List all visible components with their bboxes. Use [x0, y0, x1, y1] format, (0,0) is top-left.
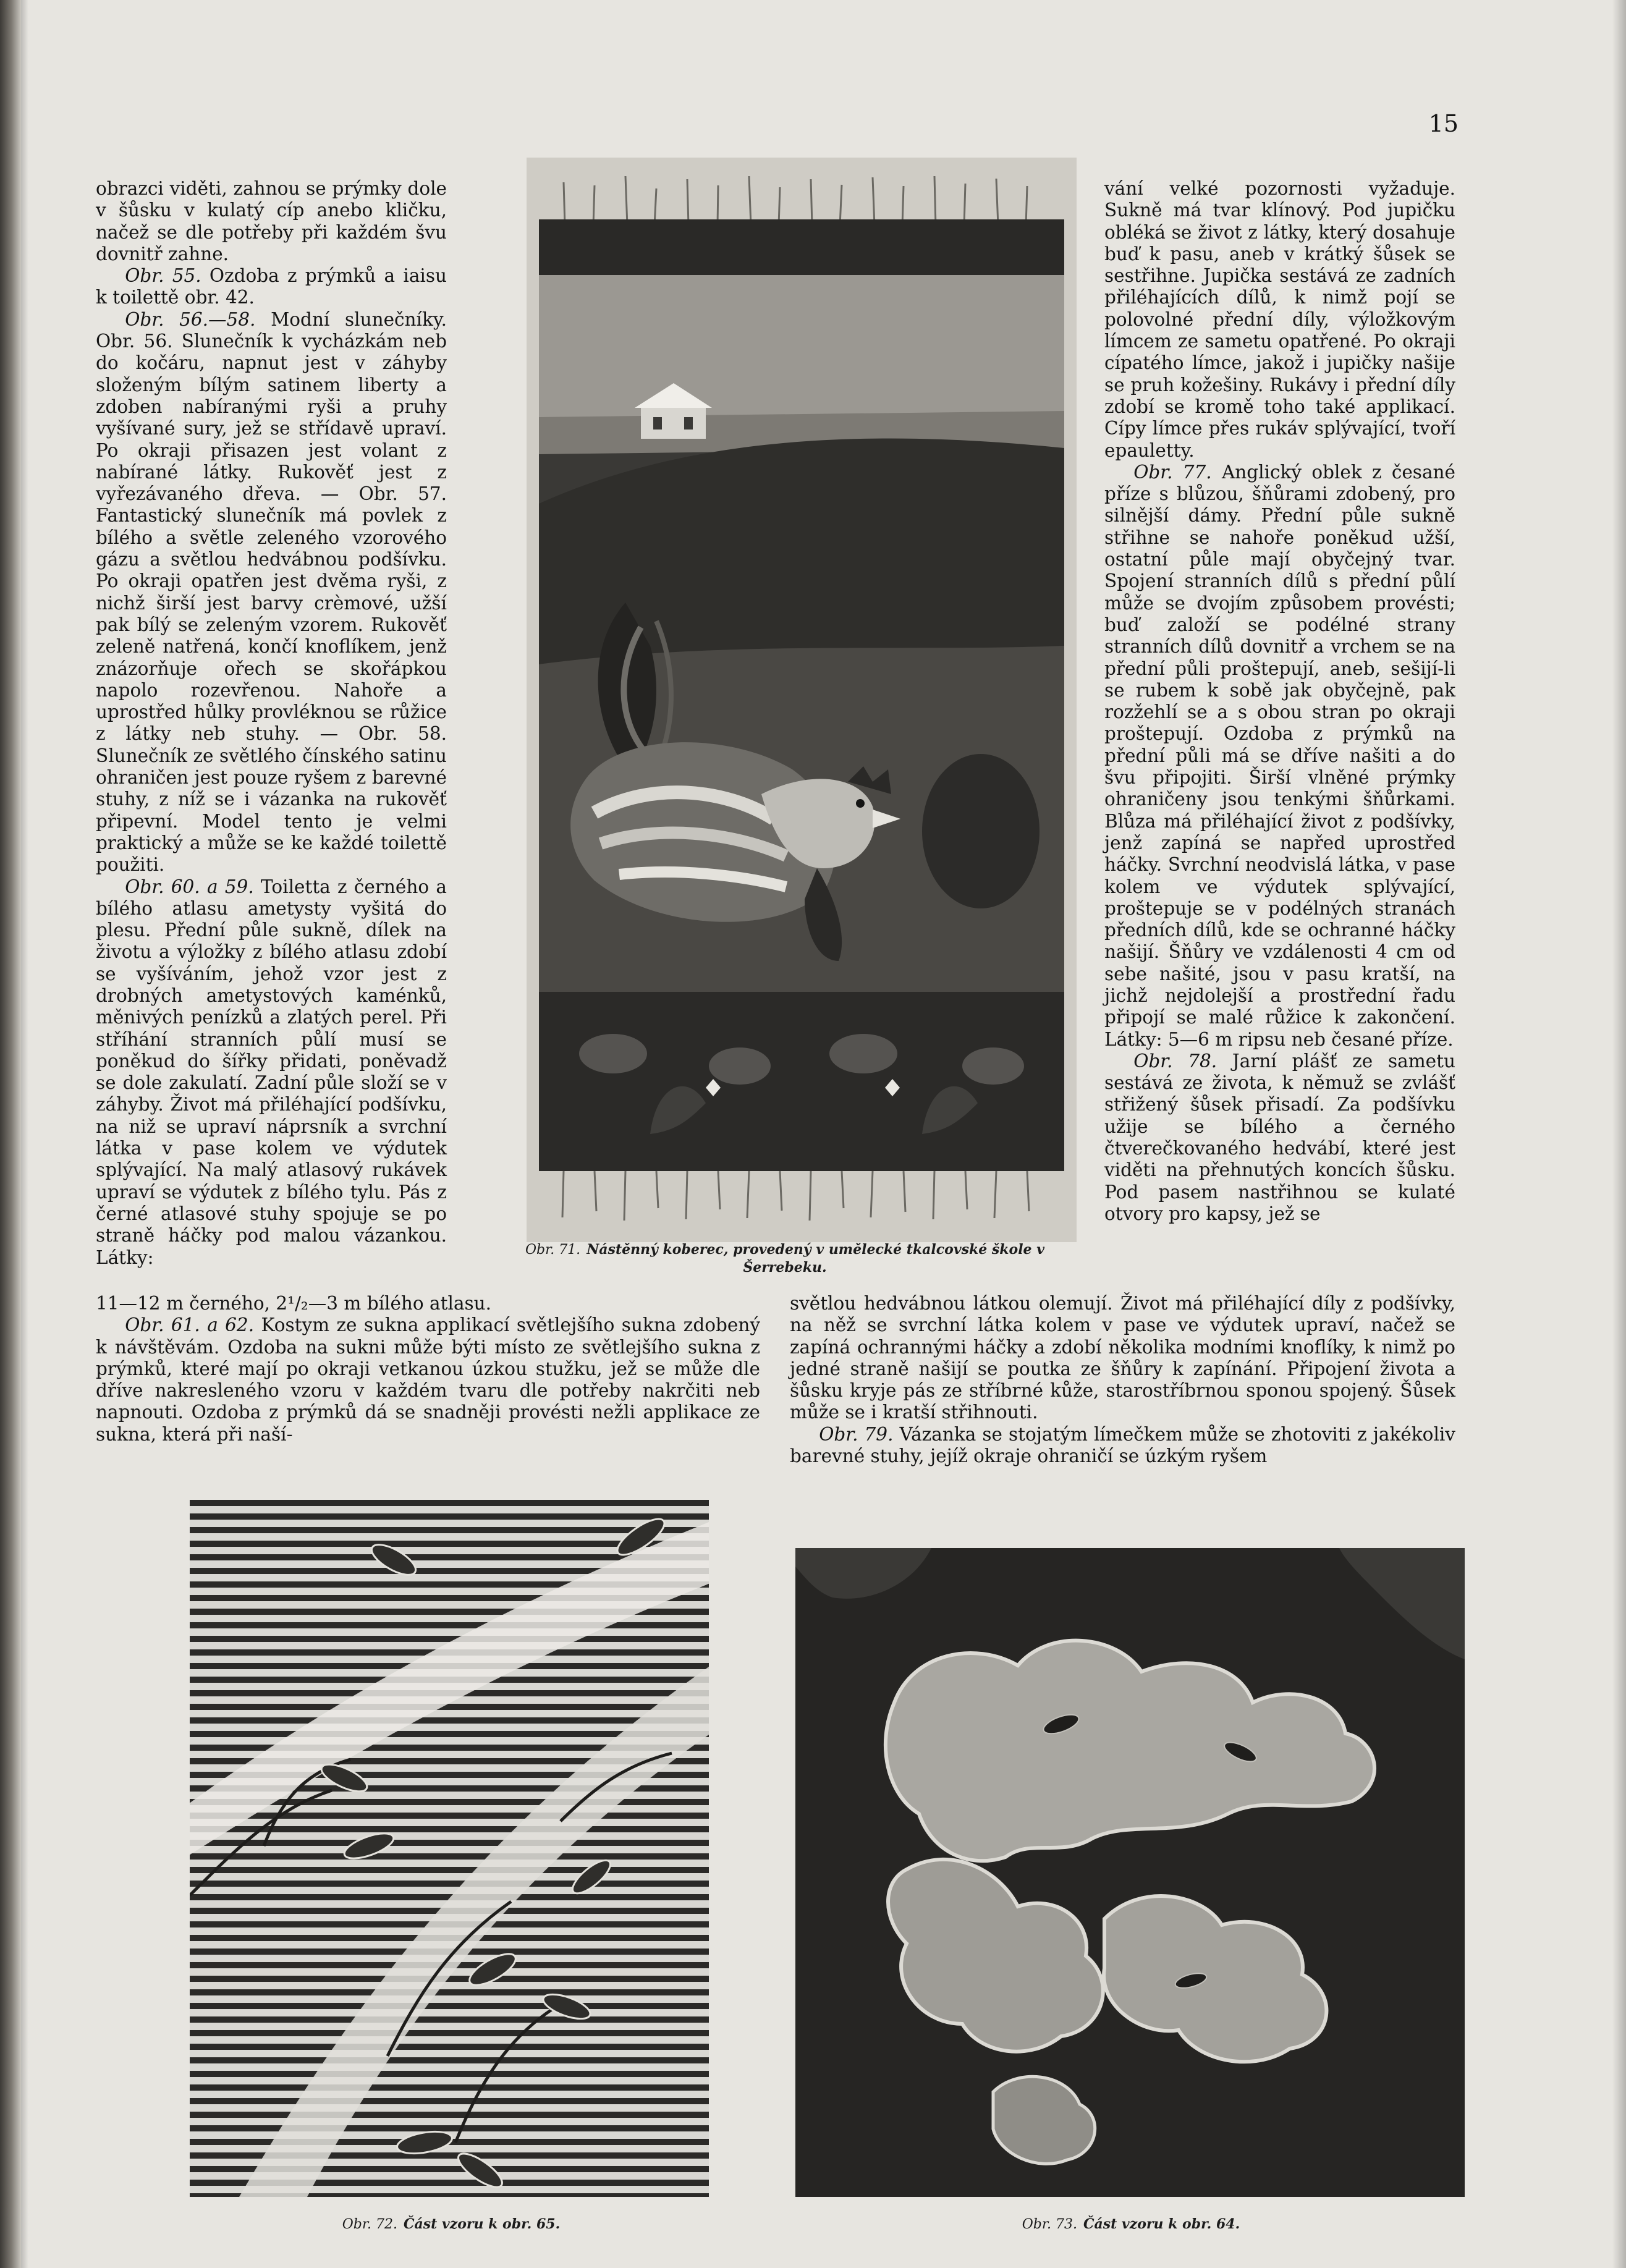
paragraph	[96, 309, 447, 876]
paragraph-body: Jarní plášť ze sametu sestává ze života, k němuž se zvlášť střižený šůsek přisadí. Za podšívku užije se bílého a černého čtverečkovaného hedvábí, které jest viděti na přehnutých koncích šůsku. Pod pasem nastřihnou se kulaté otvory pro kapsy, jež se	[1104, 1050, 1455, 1224]
tapestry-illustration	[527, 158, 1077, 1242]
figure-reference: Obr. 77.	[1133, 461, 1212, 483]
tapestry-figure	[527, 158, 1077, 1242]
figure-number: Obr. 71.	[525, 1242, 581, 1258]
book-binding-shadow	[0, 0, 21, 2268]
text-column-left	[96, 178, 447, 1292]
figure-number: Obr. 73.	[1022, 2217, 1077, 2232]
paragraph-body: Modní slunečníky. Obr. 56. Slunečník k vycházkám neb do kočáru, napnut jest v záhyby složeným bílým satinem liberty a zdoben nabíranými ryši a pruhy vyšívané sury, jež se střídavě upraví. Po okraji přisazen jest volant z nabírané látky. Rukověť jest z vyřezávaného dřeva. — Obr. 57. Fantastický slunečník má povlek z bílého a světle zeleného vzorového gázu a světlou hedvábnou podšívku. Po okraji opatřen jest dvěma ryši, z nichž širší jest barvy crèmové, užší pak bílý se zeleným vzorem. Rukověť zeleně natřená, končí knoflíkem, jenž znázorňuje ořech se skořápkou napolo rozevřenou. Nahoře a uprostřed hůlky provléknou se růžice z látky neb stuhy. — Obr. 58. Slunečník ze světlého čínského satinu ohraničen jest pouze ryšem z barevné stuhy, z níž se i vázanka na rukověť připevní. Model tento je velmi praktický a může se ke každé toilettě použiti.	[96, 308, 447, 876]
gutter-shadow	[21, 0, 28, 2268]
dark-fabric	[795, 1548, 1465, 2197]
paragraph-body: Vázanka se stojatým límečkem může se zhotoviti z jakékoliv barevné stuhy, jejíž okraje ohraničí se úzkým ryšem	[790, 1423, 1455, 1467]
paragraph-body: Toiletta z černého a bílého atlasu ametysty vyšitá do plesu. Přední půle sukně, dílek na životu a výložky z bílého atlasu zdobí se vyšíváním, jehož vzor jest z drobných ametystových kaménků, měnivých penízků a zlatých perel. Při stříhání stranních půlí musí se poněkud do šířky přidati, poněvadž se dole zakulatí. Zadní půle složí se v záhyby. Život má přiléhající podšívku, na niž se upraví náprsník a svrchní látka v pase kolem ve výdutek splývající. Na malý atlasový rukávek upraví se výdutek z bílého tylu. Pás z černé atlasové stuhy spojuje se po straně háčky pod malou vázankou. Látky:	[96, 876, 447, 1268]
figure-reference: Obr. 60. a 59.	[125, 876, 254, 897]
paragraph: 11—12 m černého, 2¹/₂—3 m bílého atlasu.	[96, 1293, 492, 1314]
tapestry-sky	[539, 275, 1064, 417]
paragraph-body: Kostym ze sukna applikací světlejšího sukna zdobený k návštěvám. Ozdoba na sukni může býti místo ze světlejšího sukna z prýmků, které mají po okraji vetkanou úzkou stužku, jež se může dle dříve nakresleného vzoru v každém tvaru dle potřeby nakrčiti neb napnouti. Ozdoba z prýmků dá se snadněji provésti nežli applikace ze sukna, která při naší-	[96, 1314, 760, 1445]
paragraph	[1104, 1051, 1455, 1225]
figure-reference: Obr. 55.	[125, 265, 201, 287]
text-column-bottom-right	[790, 1293, 1455, 1513]
paragraph	[790, 1424, 1455, 1468]
embroidery-detail-figure	[190, 1500, 709, 2197]
paragraph: světlou hedvábnou látkou olemují. Život má přiléhající díly z podšívky, na něž se svrchní látka kolem v pase ve výdutek upraví, načež se zapíná ochrannými háčky a zdobí několika modními knoflíky, k nimž po jedné straně našijí se poutka ze šňůry k zapínání. Připojení života a šůsku kryje pás ze stříbrné kůže, starostříbrnou sponou spojený. Šůsek může se i kratší střihnouti.	[790, 1293, 1455, 1423]
page-edge-shadow	[1612, 0, 1626, 2268]
figure-caption	[803, 2215, 1459, 2233]
figure-reference: Obr. 56.—58.	[125, 308, 256, 330]
figure-reference: Obr. 78.	[1133, 1050, 1217, 1072]
paragraph: obrazci viděti, zahnou se prýmky dole v šůsku v kulatý cíp anebo kličku, načež se dle potřeby při každém švu dovnitř zahne.	[96, 178, 447, 264]
text-column-right	[1104, 178, 1455, 1290]
caption-text: Nástěnný koberec, provedený v umělecké tkalcovské škole v Šerrebeku.	[586, 1242, 1044, 1276]
caption-text: Část vzoru k obr. 64.	[1083, 2216, 1240, 2232]
applique-illustration	[795, 1548, 1465, 2197]
figure-caption	[204, 2215, 698, 2233]
paragraph-body: Ozdoba z prýmků a iaisu k toilettě obr. 42.	[96, 265, 447, 308]
figure-caption	[488, 1241, 1082, 1276]
paragraph: vání velké pozornosti vyžaduje. Sukně má tvar klínový. Pod jupičku obléká se život z látky, který dosahuje buď k pasu, aneb v krátký šůsek se sestřihne. Jupička sestává ze zadních přiléhajících dílů, k nimž pojí se polovolné přední díly, výložkovým límcem ze sametu opatřené. Po okraji cípatého límce, jakož i jupičky našije se pruh kožešiny. Rukávy i přední díly zdobí se kromě toho také applikací. Cípy límce přes rukáv splývající, tvoří epauletty.	[1104, 178, 1455, 461]
figure-reference: Obr. 61. a 62.	[125, 1314, 255, 1336]
applique-detail-figure	[795, 1548, 1465, 2197]
paragraph	[96, 876, 447, 1269]
embroidery-stripes-illustration	[190, 1500, 709, 2197]
caption-text: Část vzoru k obr. 65.	[403, 2216, 561, 2232]
paragraph-body: Anglický oblek z česané příze s blůzou, šňůrami zdobený, pro silnější dámy. Přední půle sukně střihne se nahoře poněkud užší, ostatní půle mají obyčejný tvar. Spojení stranních dílů s přední půlí může se dvojím způsobem provésti; buď založí se podélné strany stranních dílů dovnitř a vrchem se na přední půli proštepují, aneb, sešijí-li se rubem k sobě jak obyčejně, pak rozžehlí se a s obou stran po okraji proštepují. Ozdoba z prýmků na přední půli má se dříve našiti a do švu připojiti. Širší vlněné prýmky ohraničeny jsou tenkými šňůrkami. Blůza má přiléhající život z podšívky, jenž zapíná se napřed uprostřed háčky. Svrchní neodvislá látka, v pase kolem ve výdutek splývající, proštepuje se v podélných stranách předních dílů, kde se ochranné háčky našijí. Šňůry ve vzdálenosti 4 cm od sebe našité, jsou v pasu kratší, na jichž nejdolejší a prostřední řadu připojí se malé růžice k zakončení. Látky: 5—6 m ripsu neb česané příze.	[1104, 461, 1455, 1050]
page-number: 15	[1428, 110, 1459, 137]
figure-reference: Obr. 79.	[819, 1423, 894, 1445]
paragraph	[96, 1314, 760, 1445]
paragraph	[1104, 462, 1455, 1051]
figure-number: Obr. 72.	[342, 2217, 397, 2232]
tapestry-top-band	[539, 219, 1064, 275]
paragraph	[96, 265, 447, 309]
tapestry-bush	[922, 754, 1040, 908]
